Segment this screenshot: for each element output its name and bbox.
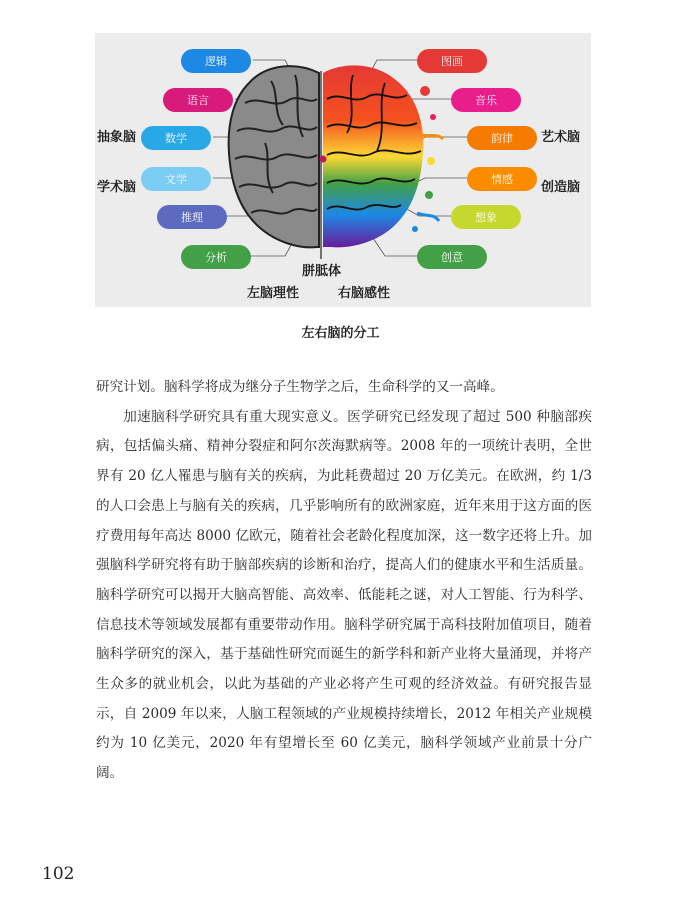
label-logic: 逻辑 xyxy=(181,49,251,73)
paragraph: 加速脑科学研究具有重大现实意义。医学研究已经发现了超过 500 种脑部疾病，包括偏头痛、精神分裂症和阿尔茨海默病等。2008 年的一项统计表明，全世界有 20 亿人罹患与脑有关的疾病，为此耗费超过 20 万亿美元。在欧洲，约 1/3 的人口会患上与脑有关的疾病，几乎影响所有的欧洲家庭，近年来用于这方面的医疗费用每年高达 8000 亿欧元，随着社会老龄化程度加深，这一数字还将上升。加强脑科学研究将有助于脑部疾病的诊断和治疗，提高人们的健康水平和生活质量。脑科学研究可以揭开大脑高智能、高效率、低能耗之谜，对人工智能、行为科学、信息技术等领域发展都有重要带动作用。脑科学研究属于高科技附加值项目，随着脑科学研究的深入，基于基础性研究而诞生的新学科和新产业将大量涌现，并将产生众多的就业机会，以此为基础的产业必将产生可观的经济效益。有研究报告显示，自 2009 年以来，人脑工程领域的产业规模持续增长，2012 年相关产业规模约为 10 亿美元，2020 年有望增长至 60 亿美元，脑科学领域产业前景十分广阔。 xyxy=(96,408,592,782)
label-music: 音乐 xyxy=(451,88,521,112)
label-academic-brain: 学术脑 xyxy=(97,180,137,195)
label-abstract-brain: 抽象脑 xyxy=(97,130,137,145)
label-reasoning: 推理 xyxy=(157,205,227,229)
figure-caption: 左右脑的分工 xyxy=(301,326,380,341)
label-math: 数学 xyxy=(141,126,211,150)
page-number: 102 xyxy=(42,864,75,884)
label-analysis: 分析 xyxy=(181,245,251,269)
corpus-callosum-dot xyxy=(320,156,327,163)
label-language: 语言 xyxy=(163,88,233,112)
label-right-brain: 右脑感性 xyxy=(338,286,391,301)
label-left-brain: 左脑理性 xyxy=(247,286,300,301)
paragraph: 研究计划。脑科学将成为继分子生物学之后，生命科学的又一高峰。 xyxy=(96,379,504,395)
right-hemisphere xyxy=(323,65,423,247)
label-literature: 文学 xyxy=(141,167,211,191)
label-emotion: 情感 xyxy=(467,167,537,191)
label-rhythm: 韵律 xyxy=(467,126,537,150)
label-painting: 图画 xyxy=(417,49,487,73)
brain-figure xyxy=(95,33,591,307)
label-corpus-callosum: 胼胝体 xyxy=(302,264,342,279)
body-text xyxy=(96,373,592,789)
label-imagination: 想象 xyxy=(451,205,521,229)
label-art-brain: 艺术脑 xyxy=(541,130,581,145)
label-creativity: 创意 xyxy=(417,245,487,269)
label-creative-brain: 创造脑 xyxy=(541,180,581,195)
